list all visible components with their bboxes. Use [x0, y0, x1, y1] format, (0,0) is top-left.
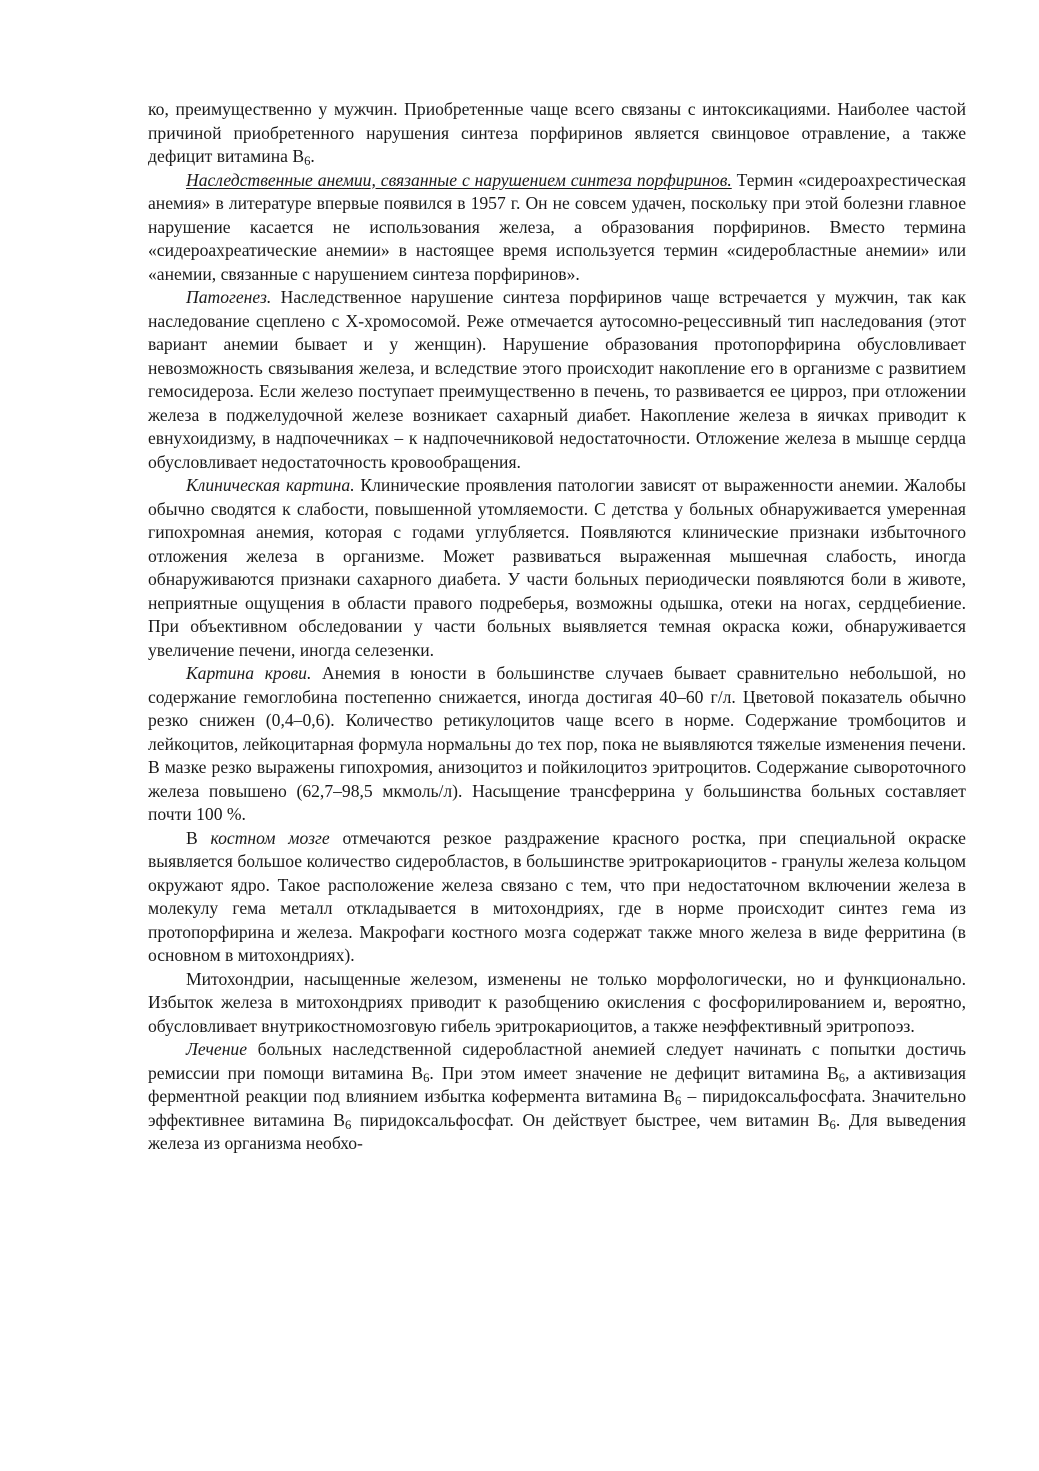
section-lead: Патогенез. — [186, 287, 272, 307]
section-lead: костном мозге — [210, 827, 330, 848]
text-run: Митохондрии, насыщенные железом, изменены не только морфологически, но и функционально. Избыток железа в митохондриях приводит к разобщению окисления с фосфорилированием и, вероятно, обусловливает внутрикостномозговую гибель эритрокариоцитов, а также неэффективный эритропоэз. — [148, 968, 966, 1036]
subscript: 6 — [838, 1070, 846, 1085]
paragraph-pathogenesis — [148, 286, 966, 474]
text-run: отмечаются резкое раздражение красного ростка, при специальной окраске выявляется большое количество сидеробластов, в большинстве эритрокариоцитов - гранулы железа кольцом окружают ядро. Такое расположение железа связано с тем, что при недостаточном включении железа в молекулу гема металл откладывается в митохондриях, где в норме происходит синтез гема из протопорфирина и железа. Макрофаги костного мозга содержат также много железа в виде ферритина (в основном в митохондриях). — [148, 827, 966, 965]
paragraph-continuation — [148, 98, 966, 169]
text-run: Термин «сидероахрестическая анемия» в литературе впервые появился в 1957 г. Он не совсем удачен, поскольку при этой болезни главное нарушение касается не использования железа, а образования порфиринов. Вместо термина «сидероахреатические анемии» в настоящее время используется термин «сидеробластные анемии» или «анемии, связанные с нарушением синтеза порфиринов». — [148, 169, 966, 284]
subscript: 6 — [423, 1070, 430, 1085]
text-run: – пиридоксальфосфата. Значительно эффективнее витамина В — [148, 1086, 966, 1130]
paragraph-mitochondria — [148, 968, 966, 1039]
section-heading: Наследственные анемии, связанные с нарушением синтеза порфиринов. — [186, 169, 732, 190]
paragraph-blood-picture — [148, 662, 966, 827]
text-run: Клинические проявления патологии зависят от выраженности анемии. Жалобы обычно сводятся к слабости, повышенной утомляемости. С детства у больных обнаруживается умеренная гипохромная анемия, которая с годами углубляется. Появляются клинические признаки избыточного отложения железа в организме. Может развиваться выраженная мышечная слабость, иногда обнаруживаются признаки сахарного диабета. У части больных периодически появляются боли в животе, неприятные ощущения в области правого подреберья, возможны одышка, отеки на ногах, сердцебиение. При объективном обследовании у части больных выявляется темная окраска кожи, обнаруживается увеличение печени, иногда селезенки. — [148, 475, 967, 660]
paragraph-hereditary-anemias — [148, 169, 966, 287]
subscript: 6 — [675, 1094, 682, 1109]
subscript: 6 — [829, 1117, 836, 1132]
section-lead: Клиническая картина. — [186, 475, 355, 495]
text-run: . Для выведения железа из организма необхо- — [148, 1109, 966, 1153]
subscript: 6 — [344, 1117, 352, 1132]
text-run: Анемия в юности в большинстве случаев бывает сравнительно небольшой, но содержание гемоглобина постепенно снижается, иногда достигая 40–60 г/л. Цветовой показатель обычно резко снижен (0,4–0,6). Количество ретикулоцитов чаще всего в норме. Содержание тромбоцитов и лейкоцитов, лейкоцитарная формула нормальны до тех пор, пока не выявляются тяжелые изменения печени. В мазке резко выражены гипохромия, анизоцитоз и пойкилоцитоз эритроцитов. Содержание сывороточного железа повышено (62,7–98,5 мкмоль/л). Насыщение трансферрина у большинства больных составляет почти 100 %. — [148, 663, 966, 824]
paragraph-treatment — [148, 1038, 966, 1156]
text-run: ко, преимущественно у мужчин. Приобретенные чаще всего связаны с интоксикациями. Наиболее частой причиной приобретенного нарушения синтеза порфиринов является свинцовое отравление, а также дефицит витамина В — [148, 99, 966, 166]
subscript: 6 — [304, 154, 311, 169]
text-run: , а активизация ферментной реакции под влиянием избытка кофермента витамина В — [148, 1062, 966, 1106]
text-run: . При этом имеет значение не дефицит витамина В — [429, 1062, 839, 1083]
text-run: В — [186, 827, 211, 848]
text-run: больных наследственной сидеробластной анемией следует начинать с попытки достичь ремиссии при помощи витамина В — [148, 1039, 966, 1083]
paragraph-clinical-picture — [148, 474, 966, 662]
section-lead: Лечение — [186, 1039, 248, 1059]
document-page — [148, 98, 966, 1156]
text-run: . — [310, 146, 315, 166]
text-run: Наследственное нарушение синтеза порфиринов чаще встречается у мужчин, так как наследование сцеплено с Х-хромосомой. Реже отмечается аутосомно-рецессивный тип наследования (этот вариант анемии бывает и у женщин). Нарушение образования протопорфирина обусловливает невозможность связывания железа, и вследствие этого происходит накопление его в организме с развитием гемосидероза. Если железо поступает преимущественно в печень, то развивается ее цирроз, при отложении железа в поджелудочной железе возникает сахарный диабет. Накопление железа в яичках приводит к евнухоидизму, в надпочечниках – к надпочечниковой недостаточности. Отложение железа в мышце сердца обусловливает недостаточность кровообращения. — [148, 287, 966, 472]
text-run: пиридоксальфосфат. Он действует быстрее, чем витамин В — [351, 1109, 830, 1130]
paragraph-bone-marrow — [148, 827, 966, 968]
section-lead: Картина крови. — [186, 663, 312, 683]
